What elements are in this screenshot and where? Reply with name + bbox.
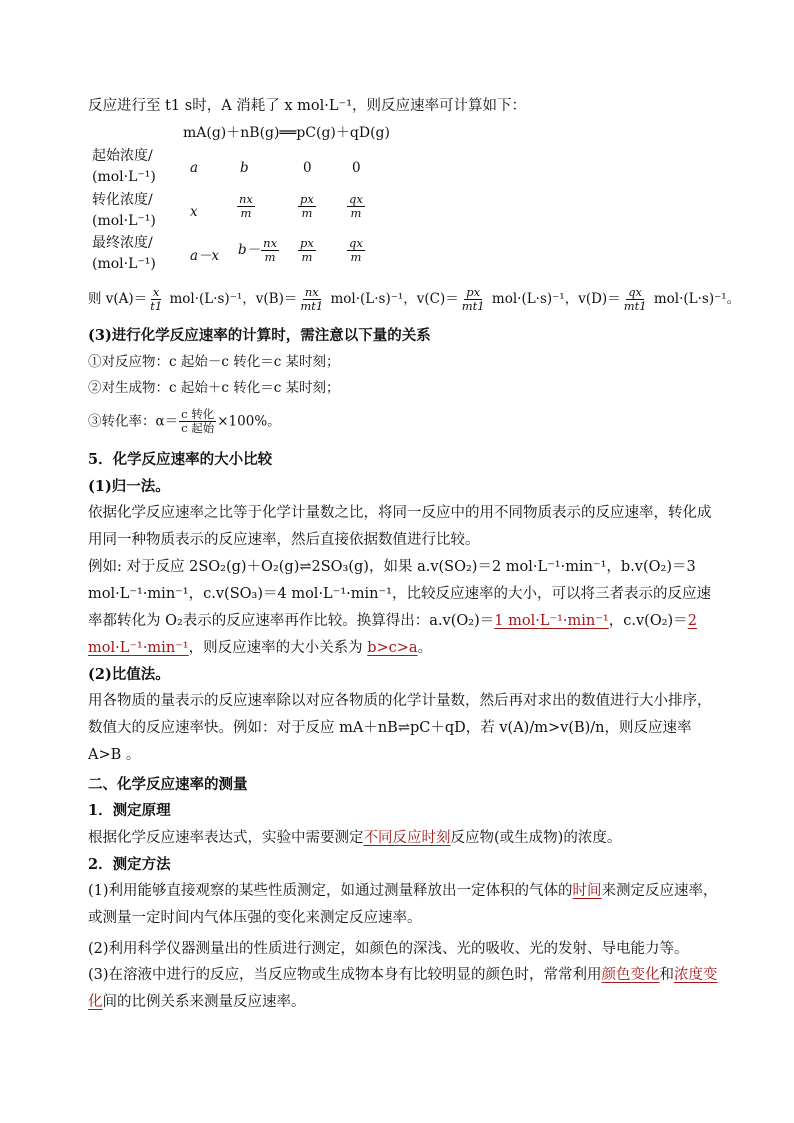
section5-1-title: (1)归一法。 xyxy=(88,478,170,495)
row-final-label: 最终浓度/ (mol·L⁻¹) xyxy=(92,235,156,272)
section3-item3: ③转化率：α＝ $\frac{\text{c 转化}}{\text{c 起始}}$ ×100%。 xyxy=(88,407,281,435)
answer-blank-3: b>c>a xyxy=(367,640,418,656)
cell-start-b: b xyxy=(240,160,249,176)
reaction-equation: mA(g)＋nB(g)══pC(g)＋qD(g) xyxy=(183,125,390,141)
cell-start-c: 0 xyxy=(303,160,312,176)
section3-item2: ②对生成物：c 起始＋c 转化＝c 某时刻； xyxy=(88,380,340,396)
answer-blank-1: 1 mol·L⁻¹·min⁻¹ xyxy=(494,613,609,629)
answer-blank-5: 时间 xyxy=(572,883,602,899)
part2-2-para2: (2)利用科学仪器测量出的性质进行测定，如颜色的深浅、光的吸收、光的发射、导电能力等。 xyxy=(88,941,689,957)
part2-2-title: 2．测定方法 xyxy=(88,856,171,873)
row-change-label: 转化浓度/ (mol·L⁻¹) xyxy=(92,192,156,229)
cell-final-a: a－x xyxy=(190,248,220,264)
intro-line: 反应进行至 t1 s时，A 消耗了 x mol·L⁻¹，则反应速率可计算如下： xyxy=(88,98,527,114)
row-start-label: 起始浓度/ (mol·L⁻¹) xyxy=(92,148,156,185)
cell-change-c: $\frac{px}{m}$ xyxy=(300,192,314,220)
cell-change-d: $\frac{qx}{m}$ xyxy=(349,192,363,220)
part2-1-title: 1．测定原理 xyxy=(88,802,171,819)
cell-change-b: $\frac{nx}{m}$ xyxy=(239,192,253,220)
section5-2-para: 用各物质的量表示的反应速率除以对应各物质的化学计量数，然后再对求出的数值进行大小排序，数值大的反应速率快。例如：对于反应 mA＋nB⇌pC＋qD，若 v(A)/m>v(B)/n，则反应速率 A>B 。 xyxy=(88,693,712,763)
part2-1-para: 根据化学反应速率表达式，实验中需要测定不同反应时刻反应物(或生成物)的浓度。 xyxy=(88,830,622,846)
section5-2-title: (2)比值法。 xyxy=(88,666,170,683)
cell-start-a: a xyxy=(190,160,199,176)
cell-start-d: 0 xyxy=(352,160,361,176)
section3-title: (3)进行化学反应速率的计算时，需注意以下量的关系 xyxy=(88,327,431,344)
part2-title: 二、化学反应速率的测量 xyxy=(88,776,248,793)
part2-2-para1: (1)利用能够直接观察的某些性质测定，如通过测量释放出一定体积的气体的时间来测定反应速率，或测量一定时间内气体压强的变化来测定反应速率。 xyxy=(88,883,718,926)
cell-final-b: b－ $\frac{nx}{m}$ xyxy=(238,236,278,264)
rates-line: 则 v(A)＝ $\frac{x}{t1}$ mol·(L·s)⁻¹，v(B)＝ $\frac{nx}{mt1}$ mol·(L·s)⁻¹，v(C)＝ $\frac{px}{mt1}$ mol·(L·s)⁻¹，v(D)＝ $\frac{qx}{mt1}$ mol·(L·s)⁻¹。 xyxy=(88,285,741,313)
part2-2-para3: (3)在溶液中进行的反应，当反应物或生成物本身有比较明显的颜色时，常常利用颜色变化和浓度变化间的比例关系来测量反应速率。 xyxy=(88,967,718,1010)
cell-final-c: $\frac{px}{m}$ xyxy=(300,236,314,264)
section5-1-para2: 例如: 对于反应 2SO₂(g)＋O₂(g)⇌2SO₃(g)，如果 a.v(SO₂)＝2 mol·L⁻¹·min⁻¹，b.v(O₂)＝3 mol·L⁻¹·min⁻¹，c.v(SO₃)＝4 mol·L⁻¹·min⁻¹，比较反应速率的大小，可以将三者表示的反应速率都转化为 O₂表示的反应速率再作比较。换算得出：a.v(O₂)＝1 mol·L⁻¹·min⁻¹，c.v(O₂)＝2 mol·L⁻¹·min⁻¹，则反应速率的大小关系为 b>c>a。 xyxy=(88,559,711,656)
section3-item1: ①对反应物：c 起始－c 转化＝c 某时刻； xyxy=(88,354,340,370)
section5-1-para1: 依据化学反应速率之比等于化学计量数之比，将同一反应中的用不同物质表示的反应速率，转化成用同一种物质表示的反应速率，然后直接依据数值进行比较。 xyxy=(88,505,712,548)
section5-title: 5．化学反应速率的大小比较 xyxy=(88,451,273,468)
cell-change-a: x xyxy=(190,204,198,220)
answer-blank-4: 不同反应时刻 xyxy=(363,830,451,846)
cell-final-d: $\frac{qx}{m}$ xyxy=(349,236,363,264)
answer-blank-2: 2 mol·L⁻¹·min⁻¹ xyxy=(88,613,697,656)
answer-blank-7: 浓度变化 xyxy=(88,967,718,1010)
answer-blank-6: 颜色变化 xyxy=(601,967,660,983)
